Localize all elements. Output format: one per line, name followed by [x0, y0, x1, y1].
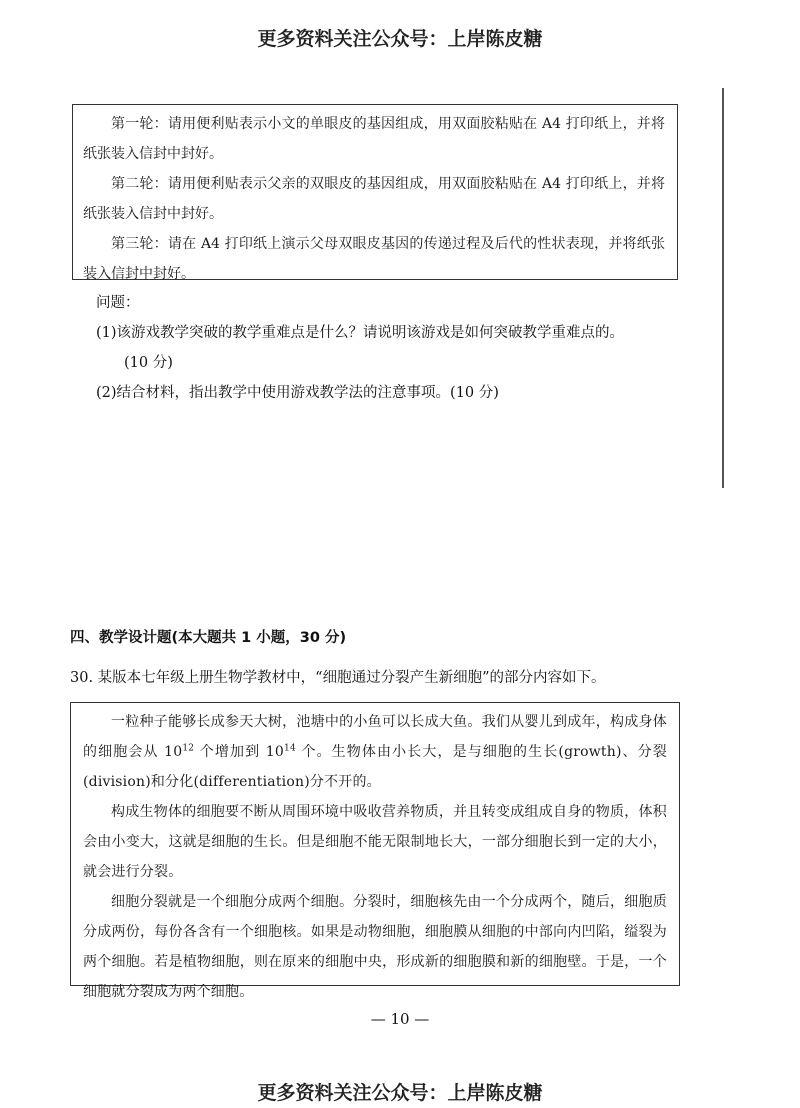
excerpt-p1-part-c: 个。生物体由小长大，是与细胞的生长(growth)、分裂(division)和分化(differentiation)分不开的。 — [83, 744, 667, 790]
questions-block — [96, 288, 696, 408]
game-rounds-box — [72, 104, 678, 280]
excerpt-paragraph-1 — [83, 707, 667, 797]
excerpt-paragraph-3: 细胞分裂就是一个细胞分成两个细胞。分裂时，细胞核先由一个分成两个，随后，细胞质分成两份，每份各含有一个细胞核。如果是动物细胞，细胞膜从细胞的中部向内凹陷，缢裂为两个细胞。若是植物细胞，则在原来的细胞中央，形成新的细胞膜和新的细胞壁。于是，一个细胞就分裂成为两个细胞。 — [83, 894, 667, 1000]
page-number: — 10 — — [370, 1010, 430, 1028]
textbook-excerpt-box — [70, 702, 680, 1000]
excerpt-paragraph-2: 构成生物体的细胞要不断从周围环境中吸收营养物质，并且转变成组成自身的物质，体积会由小变大，这就是细胞的生长。但是细胞不能无限制地长大，一部分细胞长到一定的大小，就会进行分裂。 — [83, 804, 667, 880]
round-3-text: 第三轮：请在 A4 打印纸上演示父母双眼皮基因的传递过程及后代的性状表现，并将纸张装入信封中封好。 — [83, 236, 665, 282]
question-1: (1)该游戏教学突破的教学重难点是什么？请说明该游戏是如何突破教学重难点的。 — [96, 325, 625, 341]
round-1-text: 第一轮：请用便利贴表示小文的单眼皮的基因组成，用双面胶粘贴在 A4 打印纸上，并将纸张装入信封中封好。 — [83, 116, 665, 162]
exponent-12: 12 — [182, 743, 195, 754]
section-title: 四、教学设计题(本大题共 1 小题，30 分) — [70, 630, 347, 646]
round-2-text: 第二轮：请用便利贴表示父亲的双眼皮的基因组成，用双面胶粘贴在 A4 打印纸上，并将纸张装入信封中封好。 — [83, 176, 665, 222]
scan-edge-line — [722, 88, 724, 488]
question-2: (2)结合材料，指出教学中使用游戏教学法的注意事项。(10 分) — [96, 385, 499, 401]
page-footer-watermark: 更多资料关注公众号：上岸陈皮糖 — [257, 1082, 543, 1104]
question-1-score: (10 分) — [124, 355, 173, 371]
exponent-14: 14 — [284, 743, 296, 754]
question-30: 30. 某版本七年级上册生物学教材中，“细胞通过分裂产生新细胞”的部分内容如下。 — [70, 670, 606, 686]
page-header-watermark: 更多资料关注公众号：上岸陈皮糖 — [257, 28, 543, 50]
questions-heading: 问题： — [96, 295, 140, 311]
excerpt-p1-part-b: 个增加到 10 — [194, 744, 285, 760]
excerpt-p1-part-a: 一粒种子能够长成参天大树，池塘中的小鱼可以长成大鱼。我们从婴儿到成年，构成身体的细胞会从 10 — [83, 714, 667, 760]
